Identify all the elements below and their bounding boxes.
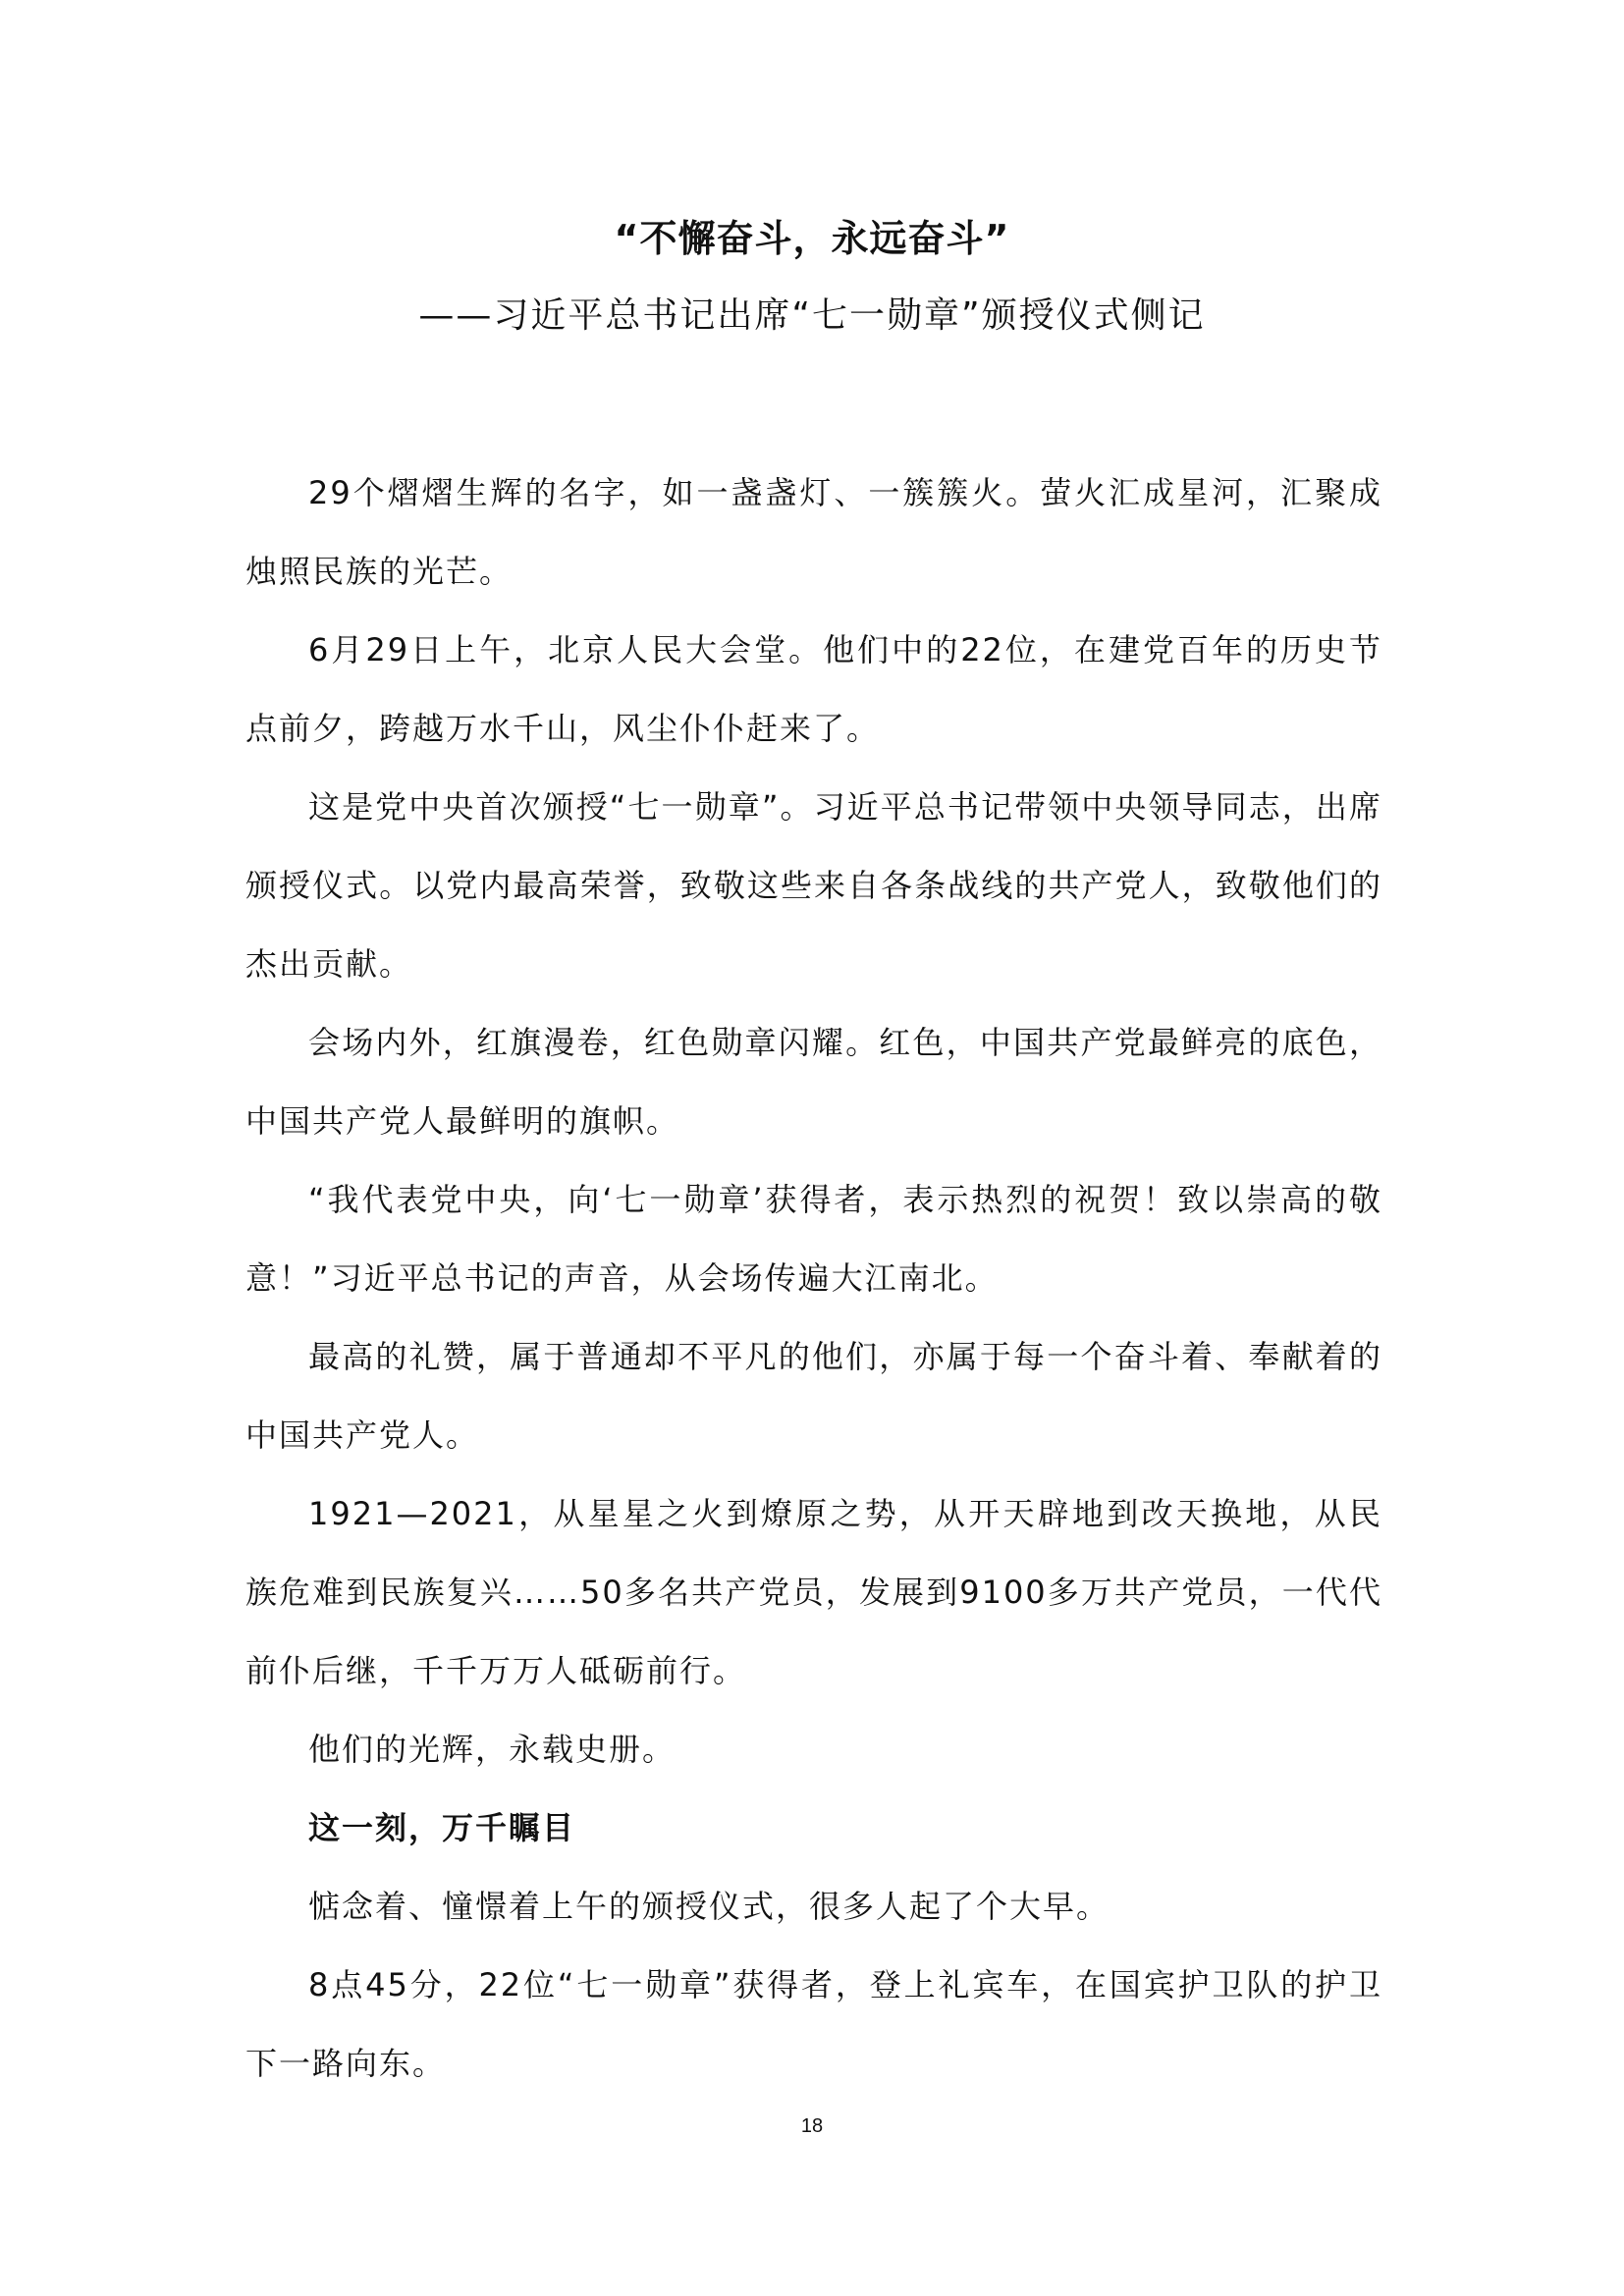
paragraph: 会场内外，红旗漫卷，红色勋章闪耀。红色，中国共产党最鲜亮的底色，中国共产党人最鲜明的旗帜。 [245,1024,1382,1140]
page-number: 18 [800,2115,824,2137]
article-title: “不懈奋斗，永远奋斗” [614,217,1010,260]
paragraph: 这是党中央首次颁授“七一勋章”。习近平总书记带领中央领导同志，出席颁授仪式。以党内最高荣誉，致敬这些来自各条战线的共产党人，致敬他们的杰出贡献。 [245,788,1382,983]
paragraph: 8点45分，22位“七一勋章”获得者，登上礼宾车，在国宾护卫队的护卫下一路向东。 [245,1966,1382,2082]
paragraph: 1921—2021，从星星之火到燎原之势，从开天辟地到改天换地，从民族危难到民族复兴……50多名共产党员，发展到9100多万共产党员，一代代前仆后继，千千万万人砥砺前行。 [245,1495,1382,1689]
paragraph: 惦念着、憧憬着上午的颁授仪式，很多人起了个大早。 [308,1888,1110,1925]
paragraph: 最高的礼赞，属于普通却不平凡的他们，亦属于每一个奋斗着、奉献着的中国共产党人。 [245,1338,1382,1454]
paragraph: 6月29日上午，北京人民大会堂。他们中的22位，在建党百年的历史节点前夕，跨越万水千山，风尘仆仆赶来了。 [245,631,1382,747]
section-heading: 这一刻，万千瞩目 [308,1809,576,1846]
paragraph: “我代表党中央，向‘七一勋章’获得者，表示热烈的祝贺！致以崇高的敬意！”习近平总书记的声音，从会场传遍大江南北。 [245,1181,1382,1297]
paragraph: 29个熠熠生辉的名字，如一盏盏灯、一簇簇火。萤火汇成星河，汇聚成烛照民族的光芒。 [245,474,1382,590]
paragraph: 他们的光辉，永载史册。 [308,1731,677,1768]
article-subtitle: ——习近平总书记出席“七一勋章”颁授仪式侧记 [418,295,1206,336]
article-body [245,454,1382,2103]
